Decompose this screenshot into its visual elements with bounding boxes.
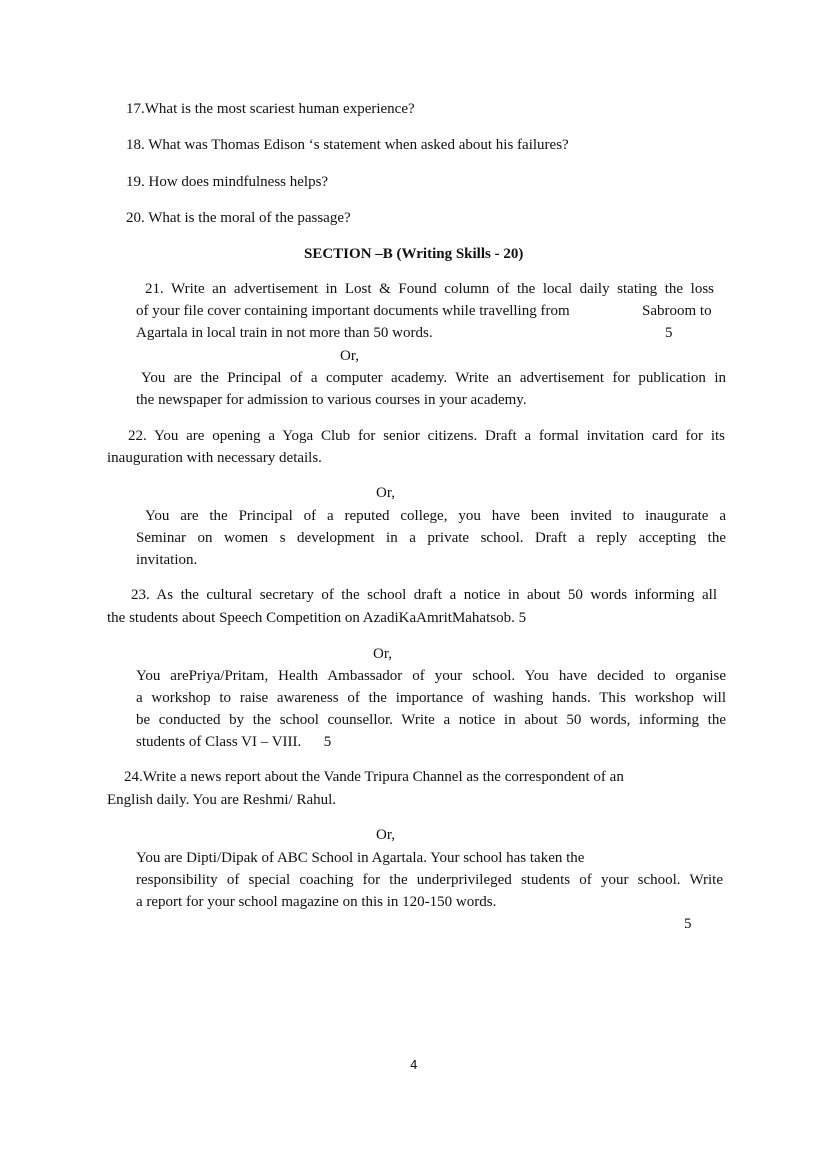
question-24-line-2: English daily. You are Reshmi/ Rahul. — [107, 792, 337, 808]
question-21-alt-line-1: You are the Principal of a computer academy. Write an advertisement for publication in — [141, 370, 726, 386]
question-18: 18. What was Thomas Edison ‘s statement when asked about his failures? — [126, 137, 569, 153]
question-22-line-2: inauguration with necessary details. — [107, 450, 322, 466]
question-24-alt-line-3: a report for your school magazine on this in 120-150 words. — [136, 894, 497, 910]
question-23-or: Or, — [373, 646, 392, 662]
question-22-alt-line-1: You are the Principal of a reputed college, you have been invited to inaugurate a — [145, 508, 726, 524]
question-22-line-1: 22. You are opening a Yoga Club for senior citizens. Draft a formal invitation card for its — [128, 428, 725, 444]
question-21-alt-line-2: the newspaper for admission to various courses in your academy. — [136, 392, 527, 408]
question-21-line-2: of your file cover containing important documents while travelling from — [136, 303, 570, 319]
question-19: 19. How does mindfulness helps? — [126, 174, 329, 190]
question-22-or: Or, — [376, 485, 395, 501]
question-23-line-2: the students about Speech Competition on AzadiKaAmritMahatsob. 5 — [107, 610, 527, 626]
question-21-line-2-end: Sabroom to — [642, 303, 712, 319]
question-23-alt-line-3: be conducted by the school counsellor. Write a notice in about 50 words, informing the — [136, 712, 726, 728]
question-21-or: Or, — [340, 348, 359, 364]
question-23-alt-line-2: a workshop to raise awareness of the importance of washing hands. This workshop will — [136, 690, 726, 706]
question-20: 20. What is the moral of the passage? — [126, 210, 351, 226]
question-24-line-1: 24.Write a news report about the Vande Tripura Channel as the correspondent of an — [124, 769, 624, 785]
question-22-alt-line-3: invitation. — [136, 552, 198, 568]
question-24-marks: 5 — [684, 916, 692, 932]
question-21-line-1: 21. Write an advertisement in Lost & Found column of the local daily stating the loss — [145, 281, 714, 297]
question-23-alt-line-1: You arePriya/Pritam, Health Ambassador of your school. You have decided to organise — [136, 668, 726, 684]
question-21-line-3: Agartala in local train in not more than 50 words. — [136, 325, 433, 341]
question-24-alt-line-1: You are Dipti/Dipak of ABC School in Agartala. Your school has taken the — [136, 850, 585, 866]
page-number: 4 — [410, 1058, 418, 1072]
question-23-alt-line-4: students of Class VI – VIII. 5 — [136, 734, 332, 750]
question-17: 17.What is the most scariest human experience? — [126, 101, 415, 117]
section-b-heading: SECTION –B (Writing Skills - 20) — [304, 246, 524, 262]
question-21-marks: 5 — [665, 325, 673, 341]
question-24-alt-line-2: responsibility of special coaching for the underprivileged students of your school. Write — [136, 872, 723, 888]
question-24-or: Or, — [376, 827, 395, 843]
question-22-alt-line-2: Seminar on women s development in a private school. Draft a reply accepting the — [136, 530, 726, 546]
question-23-line-1: 23. As the cultural secretary of the school draft a notice in about 50 words informing all — [131, 587, 717, 603]
